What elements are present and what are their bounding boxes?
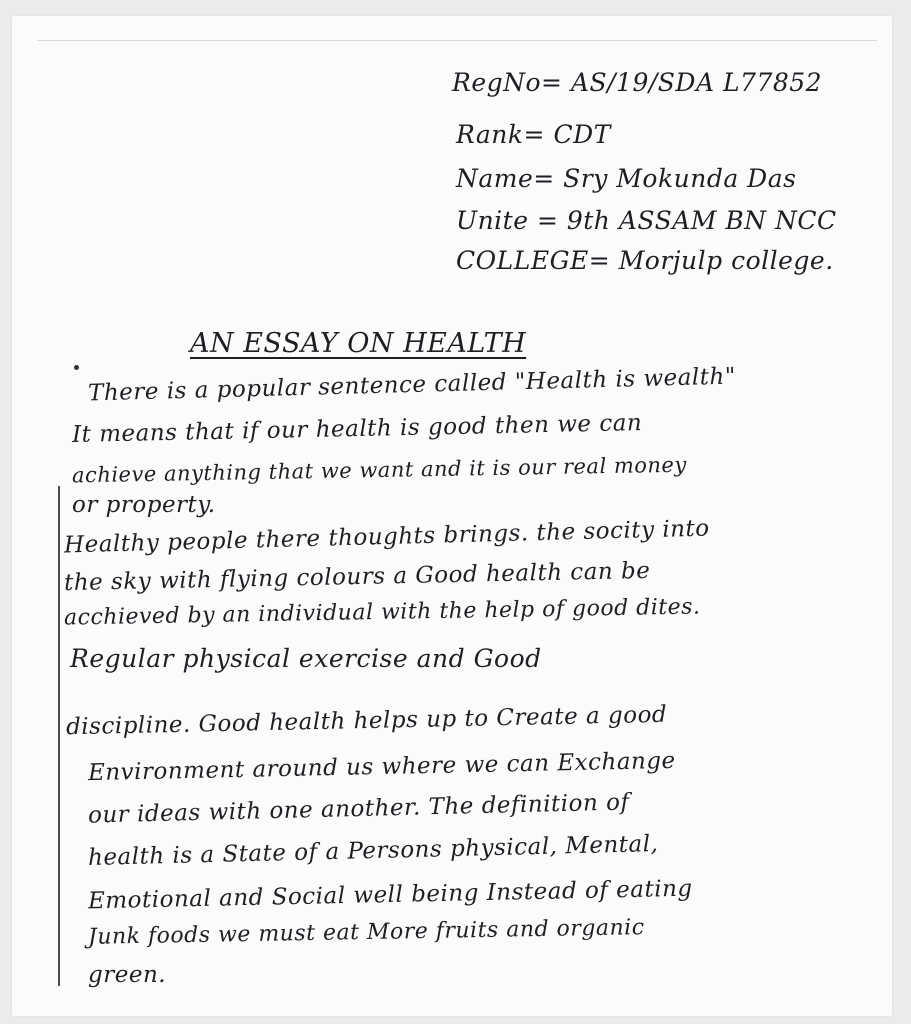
essay-line-2: It means that if our health is good then we can: [71, 410, 643, 448]
essay-line-13: Emotional and Social well being Instead of eating: [87, 875, 693, 915]
essay-line-14: Junk foods we must eat More fruits and organic: [87, 915, 645, 950]
essay-line-1: There is a popular sentence called "Health is wealth": [87, 363, 737, 407]
essay-line-5: Healthy people there thoughts brings. the socity into: [63, 515, 710, 559]
dot-mark: [74, 365, 79, 370]
essay-line-6: the sky with flying colours a Good health can be: [63, 557, 651, 597]
page-top-rule: [37, 40, 877, 41]
essay-line-11: our ideas with one another. The definition of: [87, 789, 630, 829]
essay-line-3: achieve anything that we want and it is our real money: [71, 452, 687, 488]
unit: Unite = 9th ASSAM BN NCC: [456, 206, 837, 235]
essay-line-12: health is a State of a Persons physical, Mental,: [87, 831, 659, 871]
cadet-name: Name= Sry Mokunda Das: [456, 164, 797, 193]
essay-line-9: discipline. Good health helps up to Create a good: [65, 701, 668, 741]
essay-line-7: acchieved by an individual with the help of good dites.: [63, 594, 701, 631]
essay-line-10: Environment around us where we can Exchange: [87, 747, 676, 787]
essay-line-8: Regular physical exercise and Good: [70, 644, 542, 673]
handwritten-page: [12, 16, 892, 1016]
rank: Rank= CDT: [456, 120, 611, 149]
margin-line: [58, 486, 60, 986]
essay-title: AN ESSAY ON HEALTH: [190, 328, 527, 359]
reg-number: RegNo= AS/19/SDA L77852: [452, 68, 823, 97]
essay-line-15: green.: [88, 962, 167, 988]
college: COLLEGE= Morjulp college.: [456, 246, 834, 275]
essay-line-4: or property.: [72, 492, 216, 518]
